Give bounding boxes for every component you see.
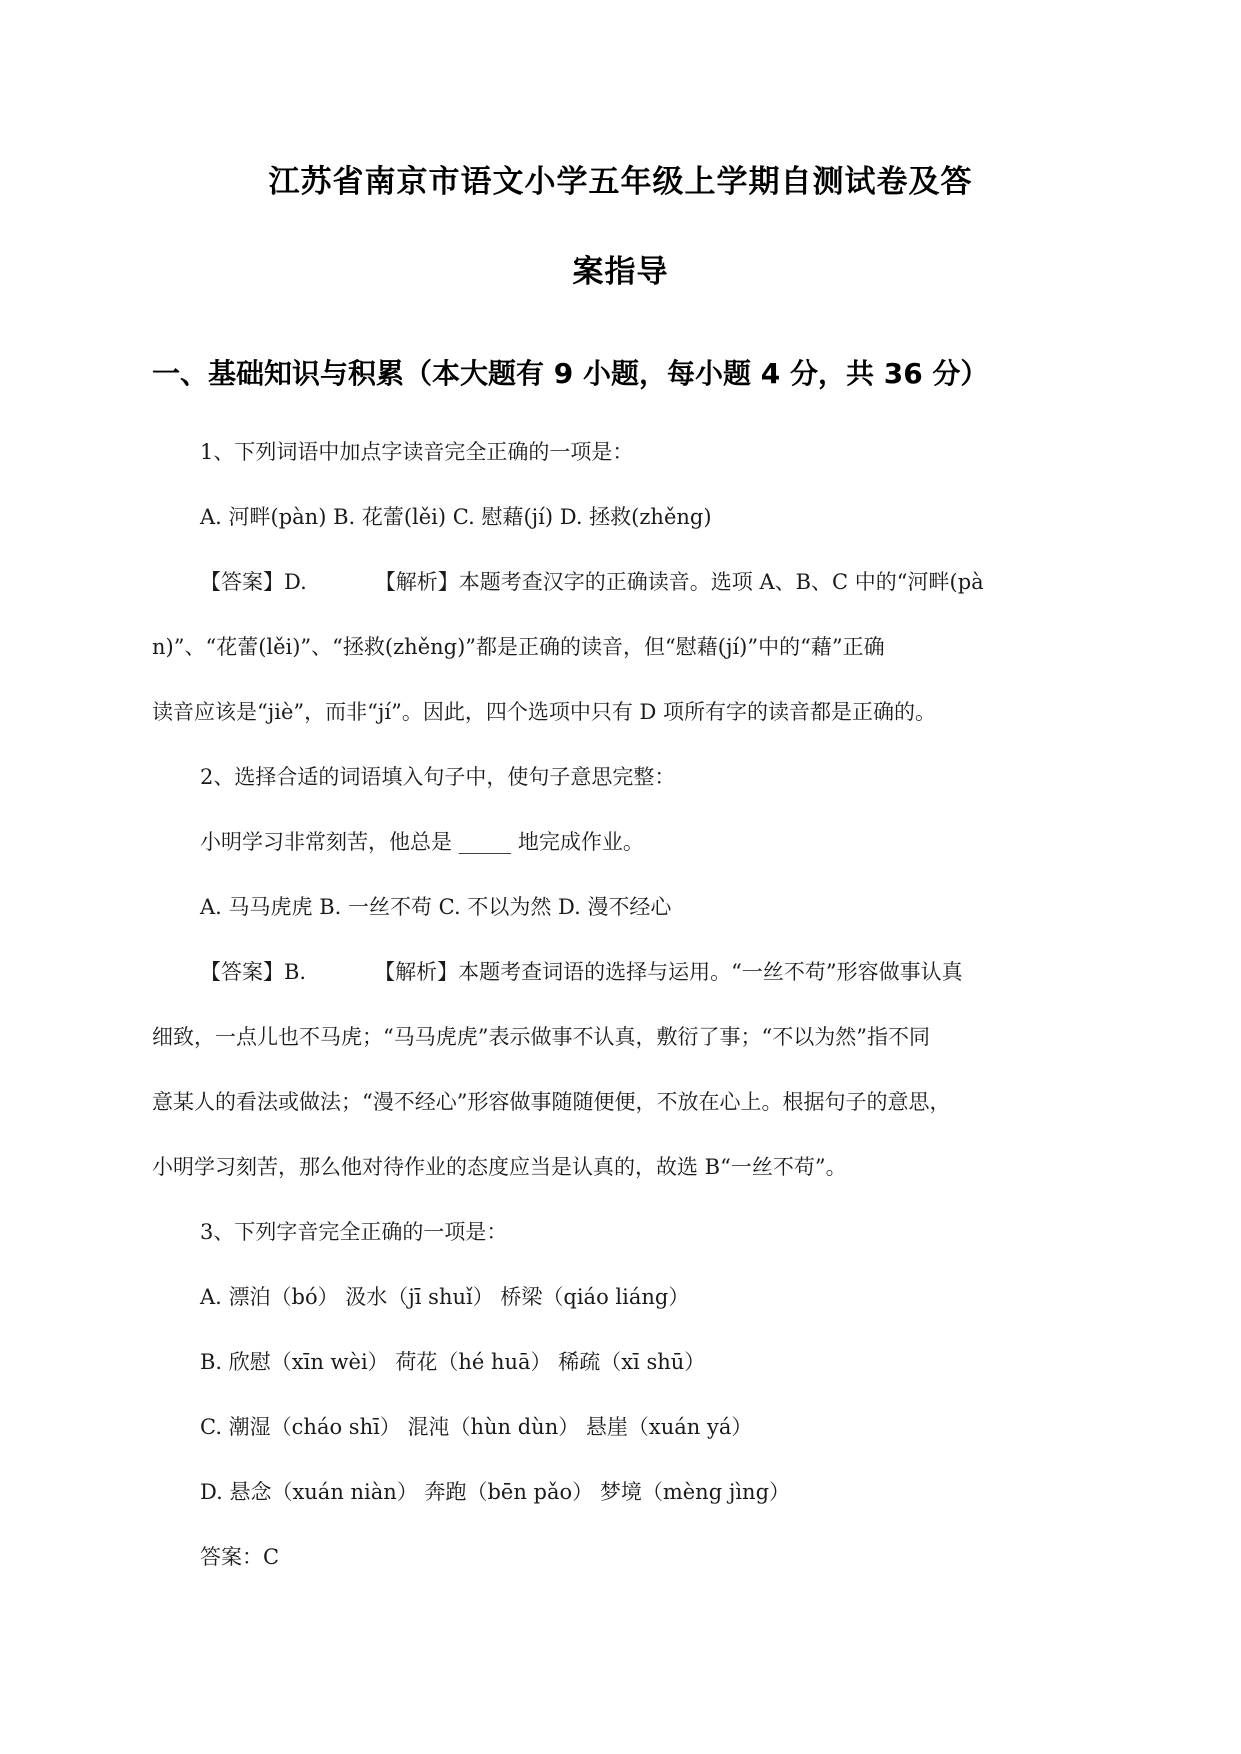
q2-analysis-line2: 细致，一点儿也不马虎；“马马虎虎”表示做事不认真，敷衍了事；“不以为然”指不同: [152, 1025, 930, 1049]
section-heading: 一、基础知识与积累（本大题有 9 小题，每小题 4 分，共 36 分）: [152, 357, 989, 390]
q1-stem: 1、下列词语中加点字读音完全正确的一项是：: [200, 440, 634, 464]
q2-analysis-line1: 【解析】本题考查词语的选择与运用。“一丝不苟”形容做事认真: [374, 960, 963, 984]
q2-options: A. 马马虎虎 B. 一丝不苟 C. 不以为然 D. 漫不经心: [200, 895, 672, 919]
q3-stem: 3、下列字音完全正确的一项是：: [200, 1220, 508, 1244]
q2-answer: 【答案】B.: [200, 960, 307, 984]
q1-answer: 【答案】D.: [200, 570, 307, 594]
q2-analysis-line3: 意某人的看法或做法；“漫不经心”形容做事随随便便，不放在心上。根据句子的意思，: [152, 1090, 951, 1114]
q1-answer-line: [200, 567, 984, 597]
document-title-line1: 江苏省南京市语文小学五年级上学期自测试卷及答: [268, 164, 973, 200]
q2-stem: 2、选择合适的词语填入句子中，使句子意思完整：: [200, 765, 676, 789]
q3-answer: 答案：C: [200, 1545, 280, 1569]
q3-option-a: A. 漂泊（bó） 汲水（jī shuǐ） 桥梁（qiáo liáng）: [200, 1285, 690, 1309]
q1-analysis-line2: n)”、“花蕾(lěi)”、“拯救(zhěng)”都是正确的读音，但“慰藉(jí)”中的“藉”正确: [152, 635, 885, 659]
q3-option-d: D. 悬念（xuán niàn） 奔跑（bēn pǎo） 梦境（mèng jìng）: [200, 1480, 791, 1504]
q1-analysis-line1: 【解析】本题考查汉字的正确读音。选项 A、B、C 中的“河畔(pà: [374, 570, 984, 594]
q2-sentence: 小明学习非常刻苦，他总是 _____ 地完成作业。: [200, 830, 644, 854]
q1-analysis-line3: 读音应该是“jiè”，而非“jí”。因此，四个选项中只有 D 项所有字的读音都是正确的。: [152, 700, 937, 724]
document-title-line2: 案指导: [572, 254, 669, 290]
q3-option-b: B. 欣慰（xīn wèi） 荷花（hé huā） 稀疏（xī shū）: [200, 1350, 706, 1374]
q2-analysis-line4: 小明学习刻苦，那么他对待作业的态度应当是认真的，故选 B“一丝不苟”。: [152, 1155, 847, 1179]
q3-option-c: C. 潮湿（cháo shī） 混沌（hùn dùn） 悬崖（xuán yá）: [200, 1415, 753, 1439]
q2-answer-line: [200, 957, 963, 987]
q1-options: A. 河畔(pàn) B. 花蕾(lěi) C. 慰藉(jí) D. 拯救(zhěng): [200, 505, 712, 529]
